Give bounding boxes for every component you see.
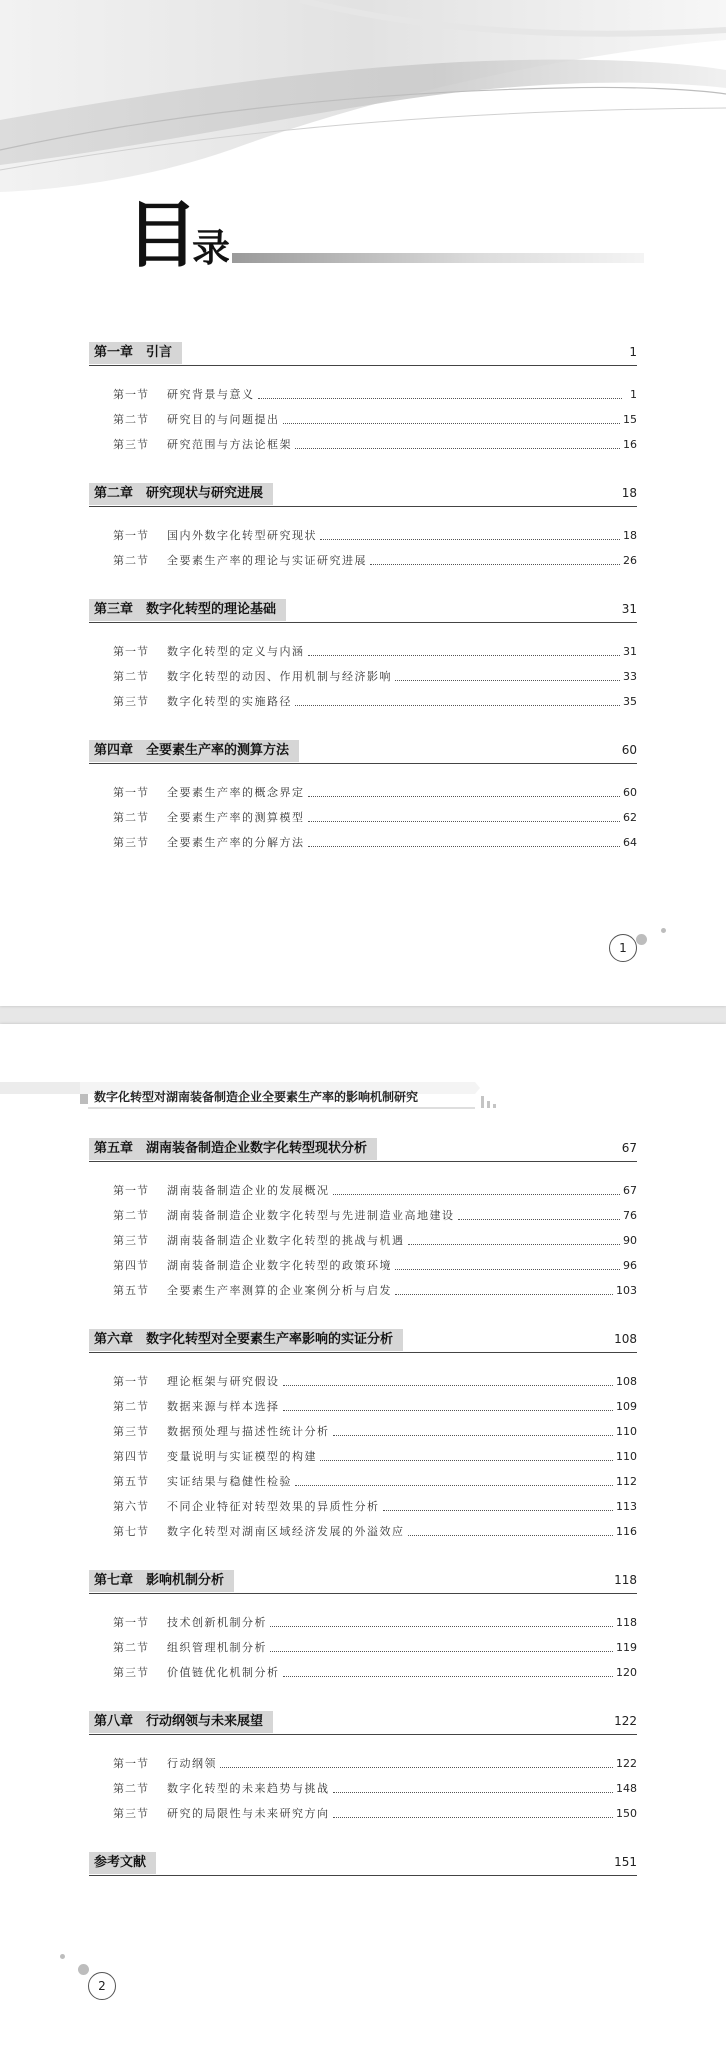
toc-section-entry[interactable] — [113, 1419, 637, 1444]
chapter-page-number: 31 — [621, 602, 637, 616]
toc-section-entry[interactable] — [113, 1178, 637, 1203]
section-title: 湖南装备制造企业数字化转型的政策环境 — [167, 1259, 392, 1272]
spacer — [89, 573, 637, 599]
chapter-title: 第五章 湖南装备制造企业数字化转型现状分析 — [89, 1138, 377, 1160]
section-title: 技术创新机制分析 — [167, 1616, 267, 1629]
section-title: 全要素生产率的测算模型 — [167, 811, 305, 824]
section-number: 第一节 — [113, 1184, 149, 1197]
chapter-rule — [89, 1875, 637, 1876]
leader-dots — [370, 564, 620, 565]
toc-section-entry[interactable] — [113, 1278, 637, 1303]
leader-dots — [395, 680, 620, 681]
section-title: 研究背景与意义 — [167, 388, 255, 401]
section-title: 数据来源与样本选择 — [167, 1400, 280, 1413]
section-title: 全要素生产率测算的企业案例分析与启发 — [167, 1284, 392, 1297]
chapter-heading[interactable] — [89, 740, 637, 766]
chapter-heading[interactable] — [89, 1711, 637, 1737]
section-page-number: 103 — [616, 1284, 637, 1297]
section-title: 湖南装备制造企业数字化转型与先进制造业高地建设 — [167, 1209, 455, 1222]
leader-dots — [383, 1510, 614, 1511]
spacer — [89, 368, 637, 382]
section-page-number: 76 — [623, 1209, 637, 1222]
toc-section-entry[interactable] — [113, 830, 637, 855]
section-number: 第一节 — [113, 645, 149, 658]
spacer — [89, 1596, 637, 1610]
toc-section-entry[interactable] — [113, 432, 637, 457]
spacer — [89, 625, 637, 639]
section-title: 数字化转型的实施路径 — [167, 695, 292, 708]
spacer — [89, 1737, 637, 1751]
section-number: 第二节 — [113, 670, 149, 683]
leader-dots — [308, 821, 621, 822]
chapter-heading[interactable] — [89, 483, 637, 509]
toc-section-entry[interactable] — [113, 1253, 637, 1278]
chapter-page-number: 1 — [629, 345, 637, 359]
chapter-rule — [89, 1352, 637, 1353]
section-title: 国内外数字化转型研究现状 — [167, 529, 317, 542]
toc-page-2 — [0, 1024, 726, 2045]
spacer — [89, 1164, 637, 1178]
section-page-number: 18 — [623, 529, 637, 542]
page-number-2: 2 — [88, 1972, 116, 2000]
toc-section-entry[interactable] — [113, 1519, 637, 1544]
section-title: 全要素生产率的概念界定 — [167, 786, 305, 799]
section-title: 数字化转型的定义与内涵 — [167, 645, 305, 658]
leader-dots — [408, 1244, 621, 1245]
section-title: 湖南装备制造企业的发展概况 — [167, 1184, 330, 1197]
toc-section-entry[interactable] — [113, 1751, 637, 1776]
section-page-number: 31 — [623, 645, 637, 658]
chapter-rule — [89, 1161, 637, 1162]
leader-dots — [283, 1410, 614, 1411]
section-title: 湖南装备制造企业数字化转型的挑战与机遇 — [167, 1234, 405, 1247]
chapter-rule — [89, 365, 637, 366]
chapter-rule — [89, 763, 637, 764]
section-title: 数字化转型的未来趋势与挑战 — [167, 1782, 330, 1795]
section-number: 第四节 — [113, 1259, 149, 1272]
toc-list-page-1 — [89, 342, 637, 855]
toc-title-big: 目 — [126, 192, 199, 277]
toc-section-entry[interactable] — [113, 548, 637, 573]
chapter-title: 第六章 数字化转型对全要素生产率影响的实证分析 — [89, 1329, 403, 1351]
section-title: 数字化转型对湖南区域经济发展的外溢效应 — [167, 1525, 405, 1538]
section-number: 第二节 — [113, 413, 149, 426]
section-page-number: 15 — [623, 413, 637, 426]
chapter-rule — [89, 622, 637, 623]
leader-dots — [295, 705, 620, 706]
chapter-rule — [89, 1734, 637, 1735]
section-page-number: 110 — [616, 1425, 637, 1438]
toc-section-entry[interactable] — [113, 1444, 637, 1469]
toc-section-entry[interactable] — [113, 382, 637, 407]
section-title: 实证结果与稳健性检验 — [167, 1475, 292, 1488]
section-title: 不同企业特征对转型效果的异质性分析 — [167, 1500, 380, 1513]
section-title: 价值链优化机制分析 — [167, 1666, 280, 1679]
section-page-number: 16 — [623, 438, 637, 451]
leader-dots — [270, 1651, 613, 1652]
leader-dots — [333, 1792, 614, 1793]
section-title: 数字化转型的动因、作用机制与经济影响 — [167, 670, 392, 683]
section-page-number: 108 — [616, 1375, 637, 1388]
section-number: 第二节 — [113, 1641, 149, 1654]
page-number-1: 1 — [609, 934, 637, 962]
section-page-number: 116 — [616, 1525, 637, 1538]
spacer — [89, 1826, 637, 1852]
section-page-number: 26 — [623, 554, 637, 567]
leader-dots — [333, 1435, 614, 1436]
section-page-number: 64 — [623, 836, 637, 849]
chapter-title: 第四章 全要素生产率的测算方法 — [89, 740, 299, 762]
chapter-page-number: 122 — [614, 1714, 637, 1728]
section-title: 理论框架与研究假设 — [167, 1375, 280, 1388]
leader-dots — [308, 796, 621, 797]
chapter-title: 第三章 数字化转型的理论基础 — [89, 599, 286, 621]
chapter-rule — [89, 1593, 637, 1594]
section-number: 第三节 — [113, 1425, 149, 1438]
section-title: 研究范围与方法论框架 — [167, 438, 292, 451]
chapter-title: 第八章 行动纲领与未来展望 — [89, 1711, 273, 1733]
section-page-number: 62 — [623, 811, 637, 824]
header-swoosh-decoration — [0, 0, 726, 200]
section-number: 第一节 — [113, 529, 149, 542]
running-header-title: 数字化转型对湖南装备制造企业全要素生产率的影响机制研究 — [94, 1090, 419, 1104]
chapter-heading[interactable] — [89, 1138, 637, 1164]
chapter-page-number: 151 — [614, 1855, 637, 1869]
decorative-dot — [78, 1964, 89, 1975]
section-title: 全要素生产率的理论与实证研究进展 — [167, 554, 367, 567]
toc-section-entry[interactable] — [113, 1203, 637, 1228]
section-number: 第三节 — [113, 1666, 149, 1679]
section-page-number: 110 — [616, 1450, 637, 1463]
toc-section-entry[interactable] — [113, 1228, 637, 1253]
section-number: 第二节 — [113, 554, 149, 567]
section-number: 第一节 — [113, 388, 149, 401]
section-number: 第三节 — [113, 1234, 149, 1247]
section-number: 第五节 — [113, 1284, 149, 1297]
toc-page-1 — [0, 0, 726, 1006]
toc-section-entry[interactable] — [113, 407, 637, 432]
spacer — [89, 766, 637, 780]
leader-dots — [308, 846, 621, 847]
leader-dots — [408, 1535, 614, 1536]
toc-section-entry[interactable] — [113, 1610, 637, 1635]
chapter-title: 第二章 研究现状与研究进展 — [89, 483, 273, 505]
section-number: 第四节 — [113, 1450, 149, 1463]
chapter-rule — [89, 506, 637, 507]
section-page-number: 96 — [623, 1259, 637, 1272]
spacer — [89, 1303, 637, 1329]
section-number: 第一节 — [113, 1375, 149, 1388]
toc-section-entry[interactable] — [113, 664, 637, 689]
chapter-page-number: 18 — [621, 486, 637, 500]
section-number: 第一节 — [113, 1616, 149, 1629]
leader-dots — [333, 1817, 614, 1818]
chapter-page-number: 108 — [614, 1332, 637, 1346]
toc-section-entry[interactable] — [113, 1635, 637, 1660]
leader-dots — [295, 448, 620, 449]
toc-section-entry[interactable] — [113, 1776, 637, 1801]
chapter-page-number: 67 — [621, 1141, 637, 1155]
section-page-number: 120 — [616, 1666, 637, 1679]
section-title: 全要素生产率的分解方法 — [167, 836, 305, 849]
spacer — [89, 509, 637, 523]
section-number: 第六节 — [113, 1500, 149, 1513]
toc-section-entry[interactable] — [113, 1469, 637, 1494]
leader-dots — [308, 655, 621, 656]
section-page-number: 90 — [623, 1234, 637, 1247]
chapter-title: 第一章 引言 — [89, 342, 182, 364]
spacer — [89, 457, 637, 483]
section-page-number: 113 — [616, 1500, 637, 1513]
chapter-page-number: 60 — [621, 743, 637, 757]
title-underline-bar — [232, 253, 644, 263]
section-page-number: 112 — [616, 1475, 637, 1488]
leader-dots — [320, 539, 620, 540]
toc-list-page-2 — [89, 1138, 637, 1878]
section-title: 行动纲领 — [167, 1757, 217, 1770]
section-page-number: 60 — [623, 786, 637, 799]
spacer — [89, 1685, 637, 1711]
section-number: 第二节 — [113, 1209, 149, 1222]
section-page-number: 33 — [623, 670, 637, 683]
decorative-dot — [636, 934, 647, 945]
section-page-number: 1 — [630, 388, 637, 401]
leader-dots — [458, 1219, 621, 1220]
section-page-number: 109 — [616, 1400, 637, 1413]
section-number: 第三节 — [113, 438, 149, 451]
section-number: 第一节 — [113, 1757, 149, 1770]
section-number: 第三节 — [113, 1807, 149, 1820]
leader-dots — [320, 1460, 613, 1461]
section-number: 第二节 — [113, 1782, 149, 1795]
leader-dots — [283, 423, 621, 424]
chapter-heading[interactable] — [89, 342, 637, 368]
section-number: 第七节 — [113, 1525, 149, 1538]
spacer — [89, 714, 637, 740]
leader-dots — [283, 1385, 614, 1386]
chapter-heading[interactable] — [89, 599, 637, 625]
leader-dots — [270, 1626, 613, 1627]
section-page-number: 119 — [616, 1641, 637, 1654]
section-number: 第三节 — [113, 836, 149, 849]
section-title: 数据预处理与描述性统计分析 — [167, 1425, 330, 1438]
leader-dots — [258, 398, 623, 399]
section-number: 第二节 — [113, 811, 149, 824]
toc-section-entry[interactable] — [113, 1801, 637, 1826]
leader-dots — [295, 1485, 613, 1486]
leader-dots — [395, 1269, 620, 1270]
chapter-heading[interactable] — [89, 1852, 637, 1878]
leader-dots — [333, 1194, 621, 1195]
chapter-title: 第七章 影响机制分析 — [89, 1570, 234, 1592]
section-number: 第一节 — [113, 786, 149, 799]
section-title: 研究目的与问题提出 — [167, 413, 280, 426]
section-title: 组织管理机制分析 — [167, 1641, 267, 1654]
toc-section-entry[interactable] — [113, 780, 637, 805]
toc-section-entry[interactable] — [113, 805, 637, 830]
leader-dots — [395, 1294, 613, 1295]
chapter-heading[interactable] — [89, 1329, 637, 1355]
toc-section-entry[interactable] — [113, 1394, 637, 1419]
toc-section-entry[interactable] — [113, 523, 637, 548]
chapter-heading[interactable] — [89, 1570, 637, 1596]
toc-section-entry[interactable] — [113, 1369, 637, 1394]
spacer — [89, 1355, 637, 1369]
section-page-number: 148 — [616, 1782, 637, 1795]
section-page-number: 118 — [616, 1616, 637, 1629]
section-number: 第三节 — [113, 695, 149, 708]
section-title: 研究的局限性与未来研究方向 — [167, 1807, 330, 1820]
section-page-number: 122 — [616, 1757, 637, 1770]
spacer — [89, 1544, 637, 1570]
toc-section-entry[interactable] — [113, 1660, 637, 1685]
toc-section-entry[interactable] — [113, 639, 637, 664]
section-number: 第五节 — [113, 1475, 149, 1488]
toc-section-entry[interactable] — [113, 1494, 637, 1519]
section-title: 变量说明与实证模型的构建 — [167, 1450, 317, 1463]
decorative-dot — [661, 928, 666, 933]
chapter-page-number: 118 — [614, 1573, 637, 1587]
leader-dots — [283, 1676, 614, 1677]
chapter-title: 参考文献 — [89, 1852, 156, 1874]
toc-title-small: 录 — [192, 225, 231, 270]
leader-dots — [220, 1767, 613, 1768]
toc-section-entry[interactable] — [113, 689, 637, 714]
section-page-number: 35 — [623, 695, 637, 708]
decorative-dot — [60, 1954, 65, 1959]
section-number: 第二节 — [113, 1400, 149, 1413]
section-page-number: 150 — [616, 1807, 637, 1820]
section-page-number: 67 — [623, 1184, 637, 1197]
